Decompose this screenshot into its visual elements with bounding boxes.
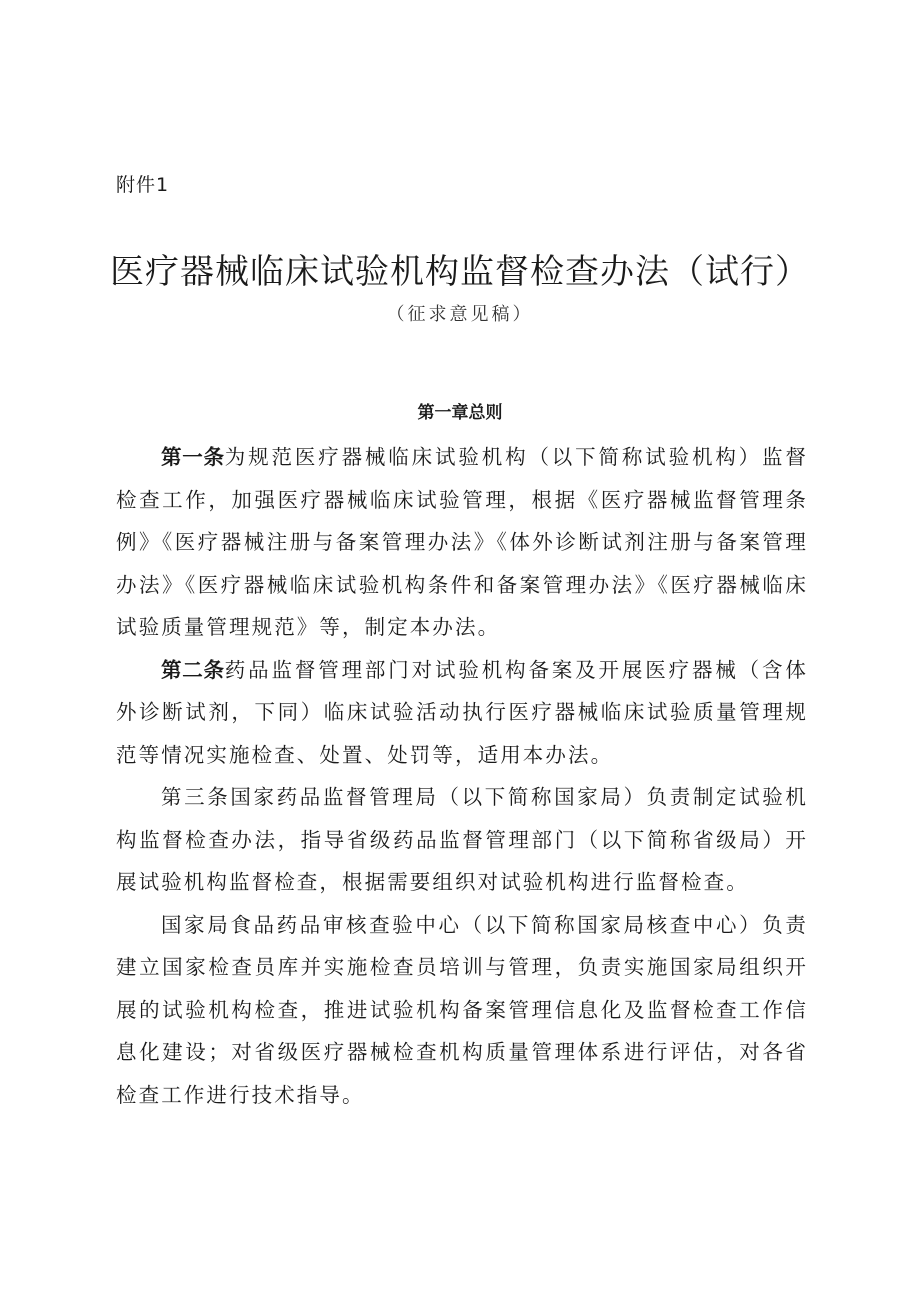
article-paragraph	[116, 776, 808, 904]
document-body	[116, 436, 808, 1116]
article-paragraph	[116, 649, 808, 777]
article-text: 药品监督管理部门对试验机构备案及开展医疗器械（含体外诊断试剂，下同）临床试验活动执行医疗器械临床试验质量管理规范等情况实施检查、处置、处罚等，适用本办法。	[116, 657, 809, 767]
article-paragraph	[116, 436, 808, 649]
article-text: 第三条国家药品监督管理局（以下简称国家局）负责制定试验机构监督检查办法，指导省级药品监督管理部门（以下简称省级局）开展试验机构监督检查，根据需要组织对试验机构进行监督检查。	[116, 785, 808, 894]
article-label: 第一条	[161, 445, 225, 469]
document-title: 医疗器械临床试验机构监督检查办法（试行）	[110, 252, 810, 292]
attachment-label: 附件1	[116, 174, 170, 196]
article-paragraph	[116, 904, 808, 1117]
article-label: 第二条	[161, 657, 225, 682]
document-subtitle: （征求意见稿）	[386, 304, 534, 325]
article-text: 为规范医疗器械临床试验机构（以下简称试验机构）监督检查工作，加强医疗器械临床试验管理，根据《医疗器械监督管理条例》《医疗器械注册与备案管理办法》《体外诊断试剂注册与备案管理办法》《医疗器械临床试验机构条件和备案管理办法》《医疗器械临床试验质量管理规范》等，制定本办法。	[116, 445, 809, 639]
chapter-heading: 第一章总则	[417, 403, 503, 423]
article-text: 国家局食品药品审核查验中心（以下简称国家局核查中心）负责建立国家检查员库并实施检查员培训与管理，负责实施国家局组织开展的试验机构检查，推进试验机构备案管理信息化及监督检查工作信息化建设；对省级医疗器械检查机构质量管理体系进行评估，对各省检查工作进行技术指导。	[116, 912, 808, 1107]
